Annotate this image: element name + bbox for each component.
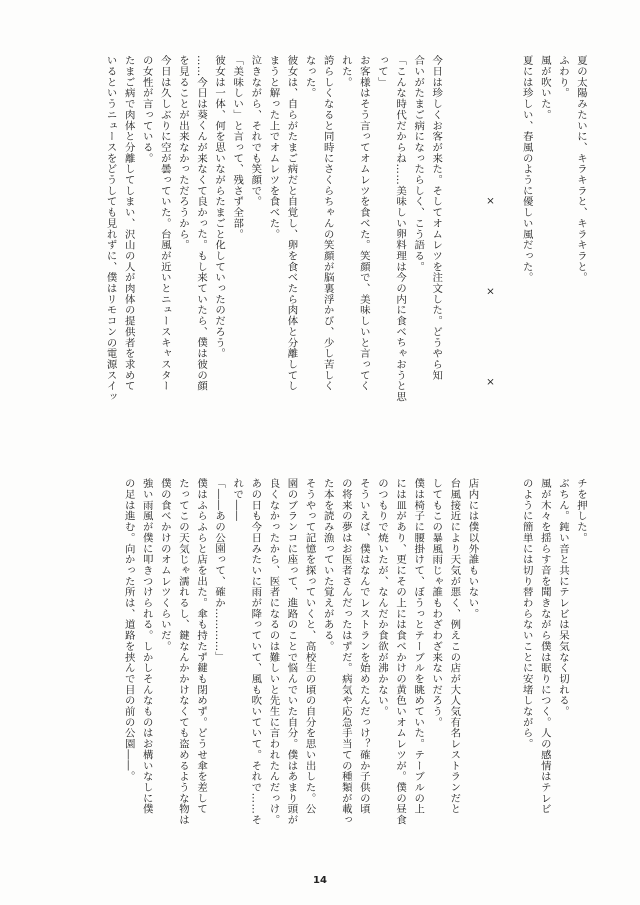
text-line: 良くなかったから、医者になるのは難しいと先生に言われたんだっけ。 bbox=[267, 478, 280, 826]
text-line: って」 bbox=[375, 55, 388, 88]
text-line: 風が吹いた。 bbox=[538, 55, 551, 121]
text-line: の将来の夢はお医者さんだったはずだ。病気や応急手当ての種類が載っ bbox=[339, 478, 352, 826]
text-line: 僕はふらふらと店を出た。傘も持たず鍵も閉めず。どうせ傘を差して bbox=[195, 478, 208, 815]
text-line: 「こんな時代だからね……美味しい卵料理は今の内に食べちゃおうと思 bbox=[394, 55, 407, 403]
text-line: の女性が言っている。 bbox=[140, 55, 153, 164]
text-line: 泣きながら、それでも笑顔で。 bbox=[249, 55, 262, 207]
blank-line bbox=[463, 55, 481, 460]
blank-line bbox=[500, 55, 518, 460]
text-line: のつもりで焼いたが、なんだか食欲が沸かない。 bbox=[375, 478, 388, 717]
text-line: のように簡単には切り替わらないことに安堵しながら。 bbox=[520, 478, 533, 750]
text-line: れた。 bbox=[339, 55, 352, 88]
text-line: 彼女は、自らがたまご病だと自覚し、卵を食べたら肉体と分離してし bbox=[285, 55, 298, 392]
text-line: お客様はそう言ってオムレツを食べた。笑顔で、美味しいと言ってく bbox=[357, 55, 370, 392]
page-number: 14 bbox=[313, 875, 327, 886]
text-line: そうやって記憶を探っていくと、高校生の頃の自分を思い出した。公 bbox=[303, 478, 316, 815]
text-line: そういえば、僕はなんでレストランを始めたんだっけ？確か子供の頃 bbox=[357, 478, 370, 815]
text-line: 僕は椅子に腰掛けて、ぼうっとテーブルを眺めていた。テーブルの上 bbox=[412, 478, 425, 815]
text-line: いるというニュースをどうしても見れずに、僕はリモコンの電源スイッ bbox=[104, 55, 117, 403]
text-line: 今日は久しぶりに空が曇っていた。台風が近いとニュースキャスター bbox=[158, 55, 171, 392]
upper-text-tier bbox=[50, 55, 590, 460]
text-line: ぶちん。鈍い音と共にテレビは呆気なく切れる。 bbox=[556, 478, 569, 717]
text-line: 彼女は一体、何を思いながらたまごと化していったのだろう。 bbox=[213, 55, 226, 359]
text-line: 風が木々を揺らす音を聞きながら僕は眠りにつく。人の感情はテレビ bbox=[538, 478, 551, 815]
text-line: 僕の食べかけのオムレツくらいだ。 bbox=[158, 478, 171, 652]
blank-line bbox=[481, 478, 499, 868]
section-break-marks: × × × bbox=[484, 195, 497, 422]
text-line: 「――あの公園って、確か…………」 bbox=[213, 478, 226, 663]
text-line: 誇らしくなると同時にさくらちゃんの笑顔が脳裏浮かび、少し苦しく bbox=[321, 55, 334, 392]
text-line: 店内には僕以外誰もいない。 bbox=[466, 478, 479, 620]
lower-vertical-text bbox=[120, 478, 590, 868]
text-line: を見ることが出来なかっただろうから。 bbox=[176, 55, 189, 251]
text-line: れで―― bbox=[231, 478, 244, 522]
text-line: 合いがたまご病になったらしく、こう語る。 bbox=[412, 55, 425, 272]
text-line: 強い雨風が僕に叩きつけられる。しかしそんなものはお構いなしに僕 bbox=[140, 478, 153, 815]
text-line: ふわり。 bbox=[556, 55, 569, 99]
text-line: 台風接近により天気が悪く、例えこの店が大人気有名レストランだと bbox=[448, 478, 461, 815]
text-line: たってこの天気じゃ濡れるし、鍵なんかかけなくても盗めるような物は bbox=[176, 478, 189, 826]
text-line: た本を読み漁っていた覚えがある。 bbox=[321, 478, 334, 652]
blank-line bbox=[500, 478, 518, 868]
text-line: まうと解った上でオムレツを食べた。 bbox=[267, 55, 280, 240]
text-line: あの日も今日みたいに雨が降っていて、風も吹いていて。それで……そ bbox=[249, 478, 262, 826]
text-line: たまご病で肉体と分離してしまい、沢山の人が肉体の提供者を求めて bbox=[122, 55, 135, 392]
text-line: 今日は珍しくお客が来た。そしてオムレツを注文した。どうやら知 bbox=[430, 55, 443, 381]
text-line: チを押した。 bbox=[575, 478, 587, 544]
text-line: 夏の太陽みたいに、キラキラと、キラキラと。 bbox=[575, 55, 587, 283]
text-line: には皿があり、更にその上には食べかけの黄色いオムレツが。僕の昼食 bbox=[394, 478, 407, 826]
text-line: 「美味しい」と言って、残さず全部。 bbox=[231, 55, 244, 240]
text-line: の足は進む。向かった所は、道路を挟んで目の前の公園――。 bbox=[122, 478, 135, 782]
text-line: なった。 bbox=[303, 55, 316, 99]
blank-line bbox=[445, 55, 463, 460]
text-line: ……今日は葵くんが来なくて良かった。もし来ていたら、僕は彼の顔 bbox=[195, 55, 208, 392]
text-line: してもこの暴風雨じゃ誰もわざわざ来ないだろう。 bbox=[430, 478, 443, 728]
lower-text-tier bbox=[50, 478, 590, 868]
text-line: 園のブランコに座って、進路のことで悩んでいた自分。僕はあまり頭が bbox=[285, 478, 298, 826]
text-line: 夏には珍しい、春風のように優しい風だった。 bbox=[520, 55, 533, 283]
upper-vertical-text bbox=[101, 55, 590, 460]
